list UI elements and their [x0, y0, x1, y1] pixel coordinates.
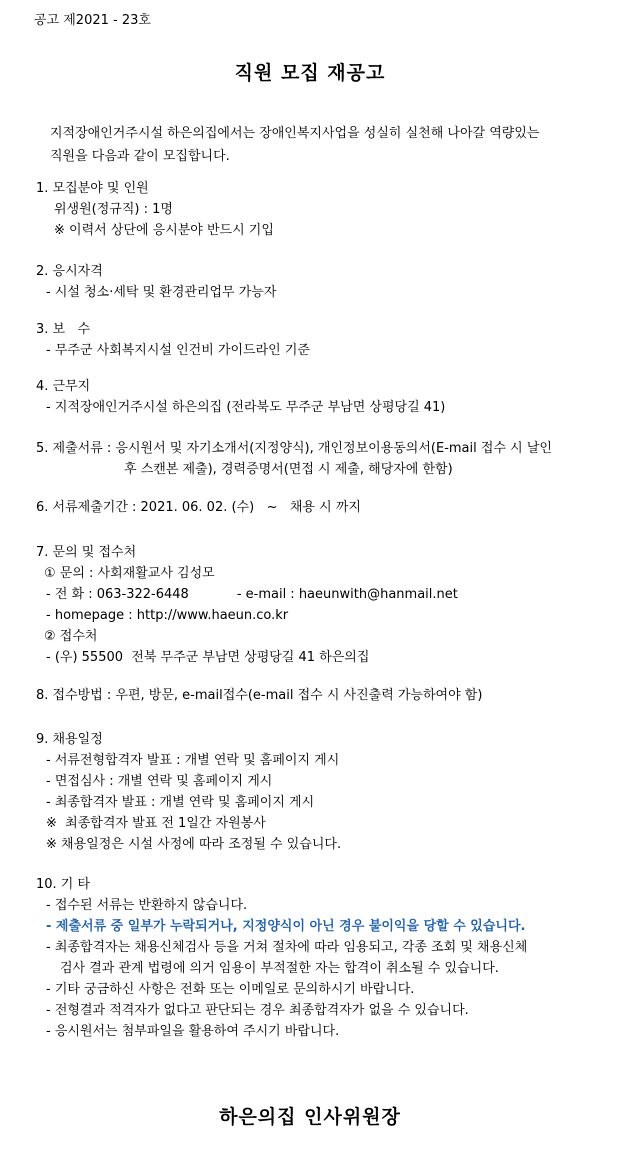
section-line: - 지적장애인거주시설 하은의집 (전라북도 무주군 부남면 상평당길 41): [46, 400, 446, 415]
section-note: ※ 이력서 상단에 응시분야 반드시 기입: [54, 223, 274, 238]
schedule-note: ※ 최종합격자 발표 전 1일간 자원봉사: [46, 816, 266, 831]
section-method: [36, 685, 482, 706]
section-line: 5. 제출서류 : 응시원서 및 자기소개서(지정양식), 개인정보이용동의서(E-mail 접수 시 날인: [36, 441, 552, 456]
section-period: [36, 497, 361, 518]
section-line: 8. 접수방법 : 우편, 방문, e-mail접수(e-mail 접수 시 사진출력 가능하여야 함): [36, 688, 483, 703]
section-salary: [36, 319, 310, 361]
others-line: - 최종합격자는 채용신체검사 등을 거쳐 절차에 따라 임용되고, 각종 조회 및 채용신체: [46, 940, 528, 955]
others-line: - 전형결과 적격자가 없다고 판단되는 경우 최종합격자가 없을 수 있습니다.: [46, 1003, 469, 1018]
contact-phone: - 전 화 : 063-322-6448: [46, 587, 189, 602]
section-line: - 시설 청소·세탁 및 환경관리업무 가능자: [46, 285, 277, 300]
section-recruitment: [36, 178, 274, 241]
others-line-emphasis: - 제출서류 중 일부가 누락되거나, 지정양식이 아닌 경우 불이익을 당할 수 있습니다.: [46, 919, 526, 934]
section-heading: 10. 기 타: [36, 877, 91, 892]
section-heading: 4. 근무지: [36, 379, 91, 394]
contact-email[interactable]: - e-mail : haeunwith@hanmail.net: [236, 587, 458, 602]
section-line: 6. 서류제출기간 : 2021. 06. 02. (수) ~ 채용 시 까지: [36, 500, 361, 515]
signature-title: 하은의집 인사위원장: [219, 1106, 401, 1128]
intro-line-1: 지적장애인거주시설 하은의집에서는 장애인복지사업을 성실히 실천해 나아갈 역량있는: [50, 126, 540, 141]
contact-inquiry: ① 문의 : 사회재활교사 김성모: [44, 566, 215, 581]
section-documents: [36, 438, 552, 480]
section-workplace: [36, 376, 445, 418]
others-line: - 접수된 서류는 반환하지 않습니다.: [46, 898, 248, 913]
others-line-continued: 검사 결과 관계 법령에 의거 임용이 부적절한 자는 합격이 취소될 수 있습니다.: [60, 961, 499, 976]
intro-line-2: 직원을 다음과 같이 모집합니다.: [50, 149, 230, 164]
section-schedule: [36, 729, 341, 855]
intro-paragraph: [50, 122, 539, 168]
section-line-continued: 후 스캔본 제출), 경력증명서(면접 시 제출, 해당자에 한함): [124, 462, 453, 477]
section-contact: [36, 542, 458, 668]
section-others: [36, 874, 527, 1042]
section-heading: 3. 보 수: [36, 322, 91, 337]
section-line: - 무주군 사회복지시설 인건비 가이드라인 기준: [46, 343, 310, 358]
notice-number: 공고 제2021 - 23호: [34, 13, 151, 28]
contact-homepage[interactable]: - homepage : http://www.haeun.co.kr: [46, 608, 289, 623]
contact-phone-row: [36, 584, 458, 605]
schedule-line: - 서류전형합격자 발표 : 개별 연락 및 홈페이지 게시: [46, 753, 340, 768]
others-line: - 기타 궁금하신 사항은 전화 또는 이메일로 문의하시기 바랍니다.: [46, 982, 415, 997]
schedule-line: - 최종합격자 발표 : 개별 연락 및 홈페이지 게시: [46, 795, 315, 810]
contact-reception: ② 접수처: [44, 629, 98, 644]
others-line: - 응시원서는 첨부파일을 활용하여 주시기 바랍니다.: [46, 1024, 340, 1039]
section-heading: 7. 문의 및 접수처: [36, 545, 137, 560]
section-line: 위생원(정규직) : 1명: [54, 202, 173, 217]
contact-address: - (우) 55500 전북 무주군 부남면 상평당길 41 하은의집: [46, 650, 370, 665]
section-qualification: [36, 261, 276, 303]
section-heading: 1. 모집분야 및 인원: [36, 181, 149, 196]
section-heading: 2. 응시자격: [36, 264, 103, 279]
page-title: 직원 모집 재공고: [234, 62, 386, 84]
section-heading: 9. 채용일정: [36, 732, 103, 747]
schedule-note: ※ 채용일정은 시설 사정에 따라 조정될 수 있습니다.: [46, 837, 342, 852]
schedule-line: - 면접심사 : 개별 연락 및 홈페이지 게시: [46, 774, 273, 789]
